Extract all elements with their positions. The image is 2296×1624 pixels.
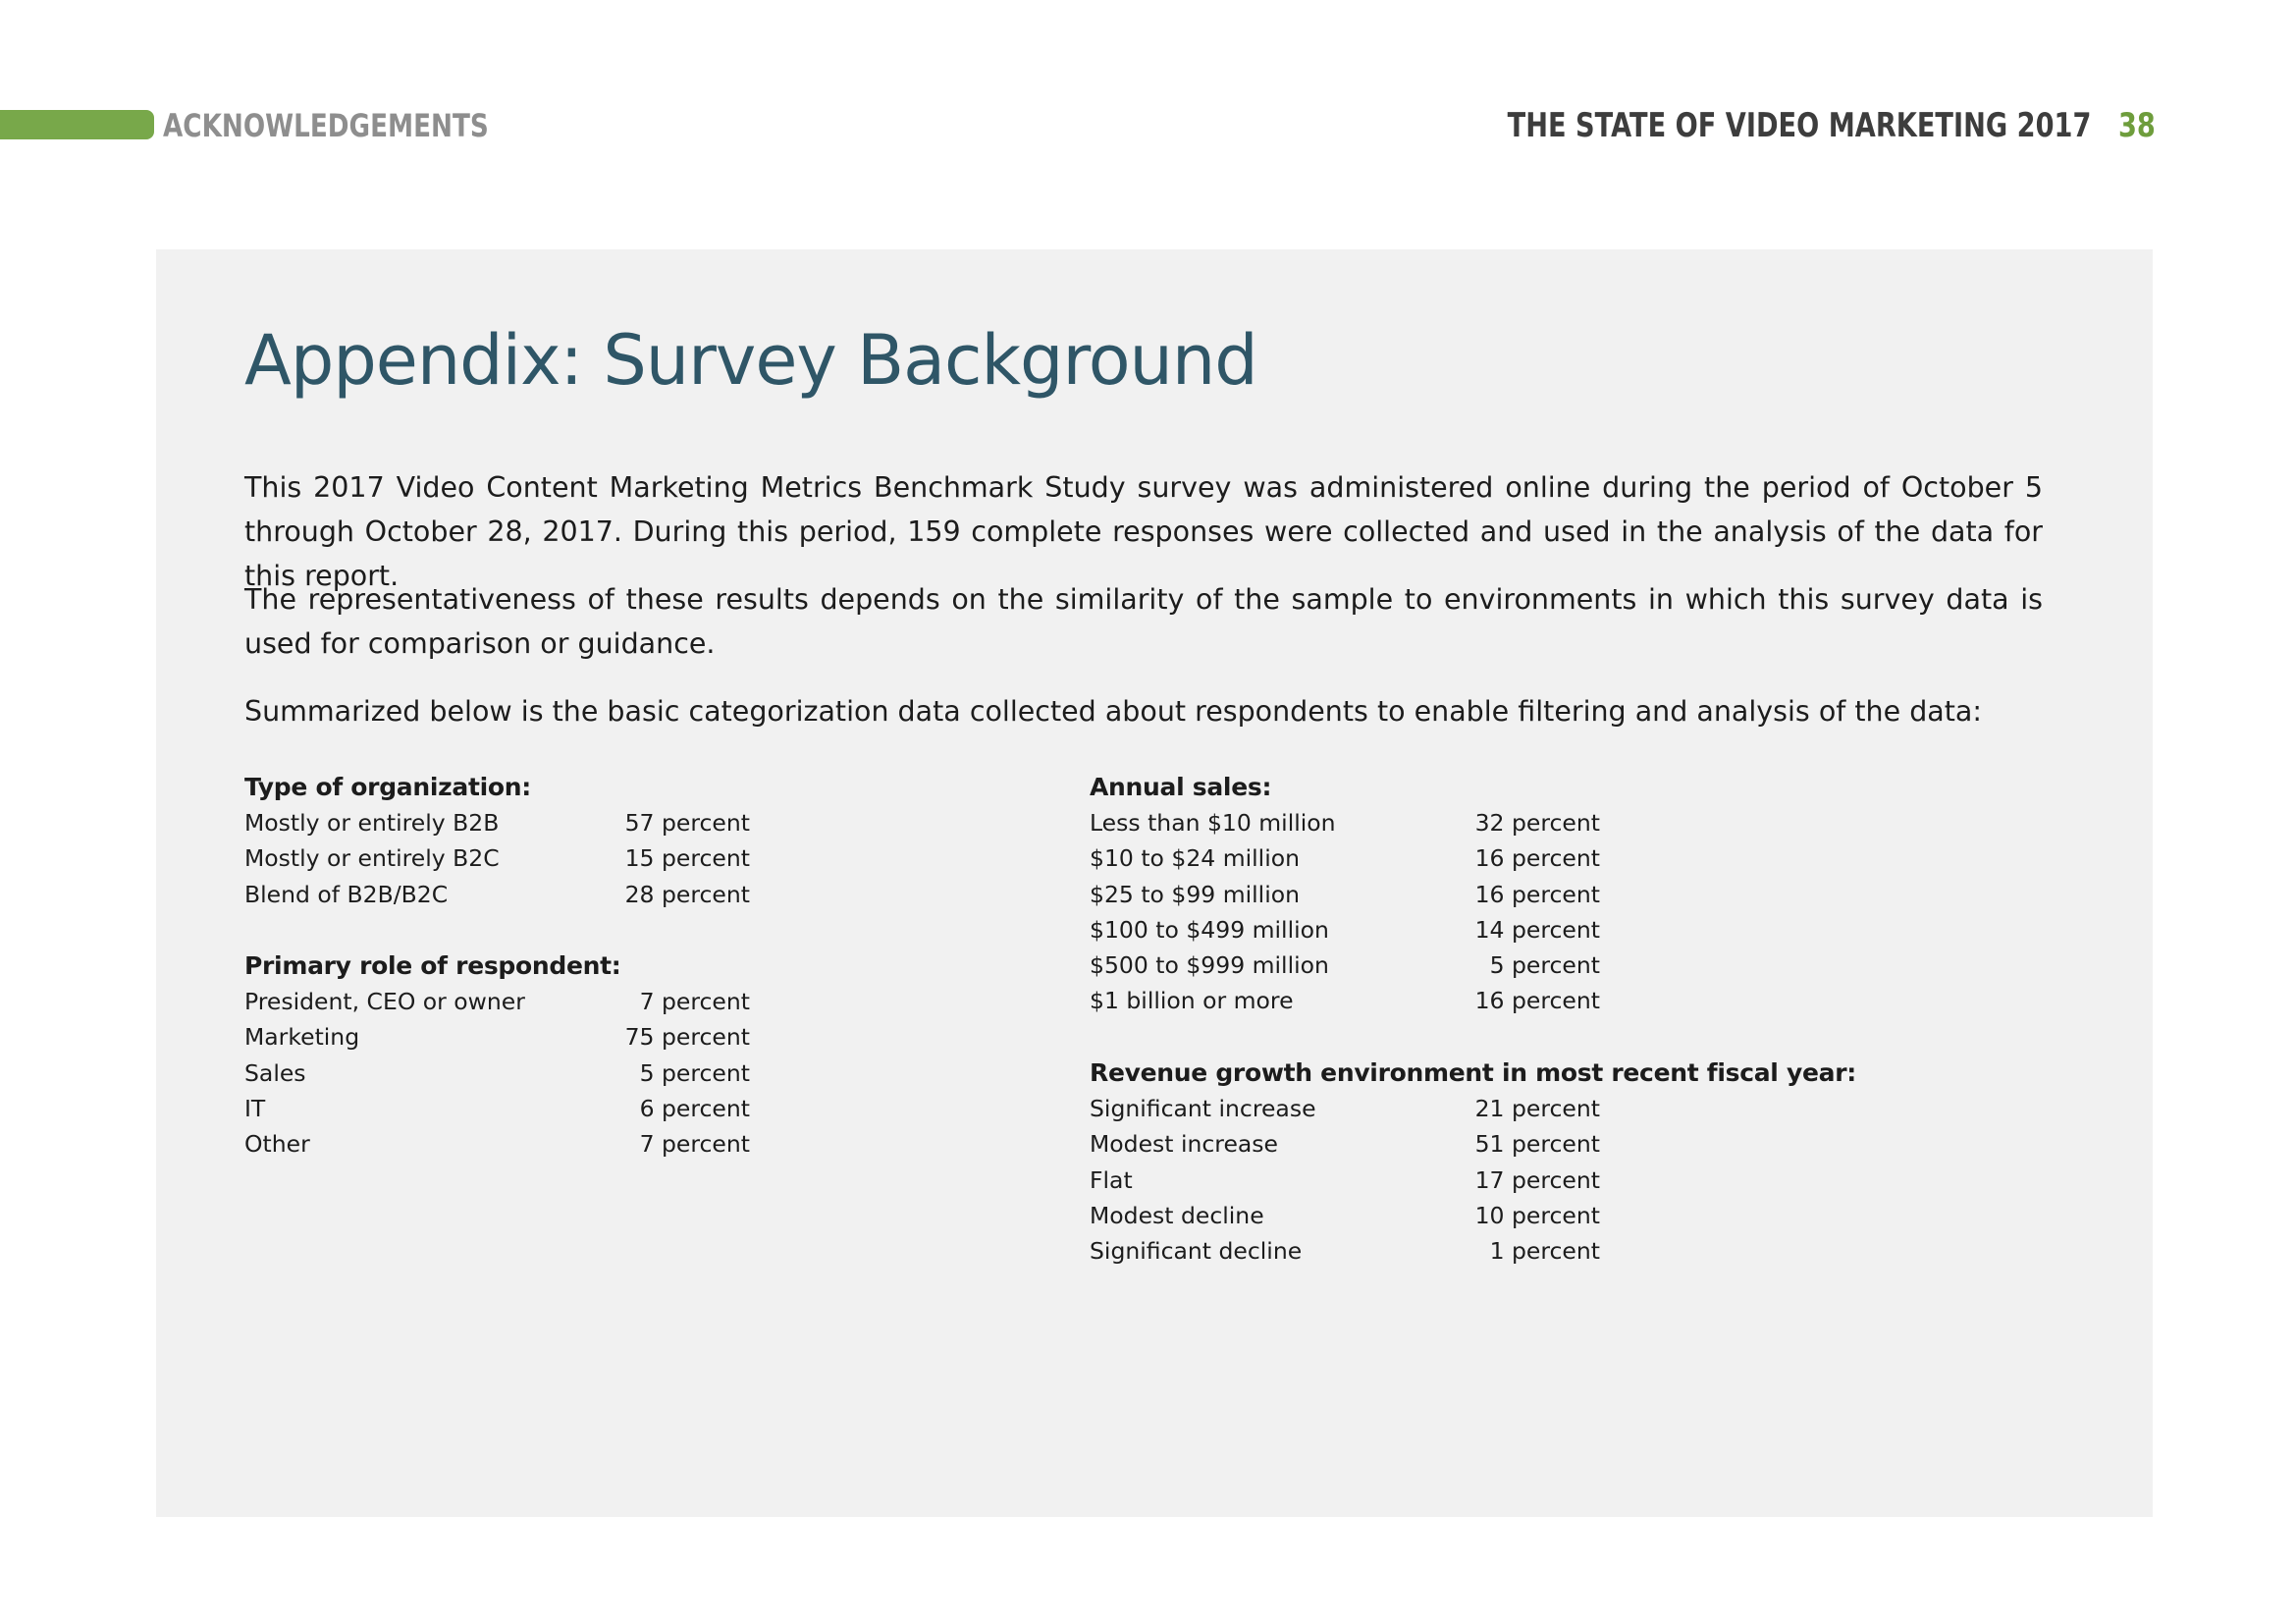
block-title: Annual sales: bbox=[1090, 773, 1272, 801]
row-label: President, CEO or owner bbox=[244, 988, 525, 1015]
respondent-role-block bbox=[244, 948, 794, 1162]
row-label: Significant decline bbox=[1090, 1237, 1303, 1266]
table-row bbox=[244, 805, 794, 840]
block-title: Revenue growth environment in most recent fiscal year: bbox=[1090, 1058, 1856, 1087]
row-value: 51 percent bbox=[1474, 1130, 1600, 1159]
table-row bbox=[1090, 947, 1639, 983]
row-value: 16 percent bbox=[1474, 844, 1600, 873]
revenue-growth-block bbox=[1090, 1056, 1856, 1269]
row-label: Less than $10 million bbox=[1090, 809, 1336, 837]
row-value: 75 percent bbox=[624, 1023, 750, 1052]
row-value: 16 percent bbox=[1474, 987, 1600, 1015]
section-label: ACKNOWLEDGEMENTS bbox=[163, 107, 489, 144]
table-row bbox=[1090, 805, 1639, 840]
table-row bbox=[244, 1126, 794, 1162]
row-value: 10 percent bbox=[1474, 1201, 1600, 1229]
table-row bbox=[244, 1091, 794, 1126]
table-row bbox=[1090, 912, 1639, 947]
row-value: 28 percent bbox=[624, 880, 750, 908]
row-label: Mostly or entirely B2B bbox=[244, 809, 500, 837]
table-row bbox=[1090, 840, 1639, 876]
row-value: 5 percent bbox=[639, 1058, 750, 1087]
table-row bbox=[244, 1056, 794, 1091]
row-label: Sales bbox=[244, 1058, 306, 1087]
page-number: 38 bbox=[2118, 106, 2156, 145]
row-value: 14 percent bbox=[1474, 915, 1600, 944]
row-label: Flat bbox=[1090, 1165, 1133, 1194]
row-label: IT bbox=[244, 1094, 266, 1122]
row-label: $10 to $24 million bbox=[1090, 844, 1300, 873]
page-title: Appendix: Survey Background bbox=[244, 320, 1257, 401]
content-panel bbox=[156, 249, 2153, 1517]
row-label: Blend of B2B/B2C bbox=[244, 880, 449, 908]
report-title: THE STATE OF VIDEO MARKETING 2017 bbox=[1507, 106, 2091, 145]
row-value: 16 percent bbox=[1474, 880, 1600, 908]
row-label: Modest increase bbox=[1090, 1130, 1279, 1159]
row-label: Modest decline bbox=[1090, 1201, 1264, 1229]
row-value: 32 percent bbox=[1474, 809, 1600, 837]
row-label: Other bbox=[244, 1130, 310, 1159]
row-value: 21 percent bbox=[1474, 1095, 1600, 1122]
table-row bbox=[1090, 1198, 1836, 1233]
row-label: Significant increase bbox=[1090, 1095, 1316, 1122]
row-value: 1 percent bbox=[1489, 1237, 1600, 1266]
row-value: 6 percent bbox=[639, 1094, 750, 1122]
table-row bbox=[244, 984, 794, 1019]
table-row bbox=[1090, 877, 1639, 912]
row-value: 17 percent bbox=[1474, 1165, 1600, 1194]
block-title: Primary role of respondent: bbox=[244, 951, 621, 980]
row-label: $1 billion or more bbox=[1090, 987, 1294, 1015]
representativeness-paragraph: The representativeness of these results depends on the similarity of the sample to environments in which this survey data is used for comparison or guidance. bbox=[244, 583, 2043, 660]
row-value: 57 percent bbox=[624, 809, 750, 837]
row-value: 15 percent bbox=[624, 844, 750, 873]
block-title: Type of organization: bbox=[244, 773, 531, 801]
row-value: 5 percent bbox=[1489, 951, 1600, 980]
intro-paragraph: This 2017 Video Content Marketing Metrics Benchmark Study survey was administered online during the period of October 5 through October 28, 2017. During this period, 159 complete responses were collected and used in the analysis of the data for this report. bbox=[244, 471, 2043, 592]
row-label: $100 to $499 million bbox=[1090, 915, 1329, 944]
table-row bbox=[1090, 1126, 1836, 1162]
table-row bbox=[1090, 1163, 1836, 1198]
table-row bbox=[1090, 1091, 1836, 1126]
row-value: 7 percent bbox=[639, 1130, 750, 1159]
row-label: Marketing bbox=[244, 1023, 360, 1052]
organization-type-block bbox=[244, 770, 794, 912]
annual-sales-block bbox=[1090, 770, 1639, 1019]
table-row bbox=[244, 877, 794, 912]
table-row bbox=[1090, 1233, 1836, 1269]
header-accent-bar bbox=[0, 110, 154, 139]
row-value: 7 percent bbox=[639, 988, 750, 1015]
table-row bbox=[244, 1019, 794, 1055]
row-label: $500 to $999 million bbox=[1090, 951, 1329, 980]
row-label: $25 to $99 million bbox=[1090, 880, 1300, 908]
row-label: Mostly or entirely B2C bbox=[244, 844, 500, 873]
table-row bbox=[1090, 983, 1639, 1018]
table-row bbox=[244, 840, 794, 876]
summary-paragraph: Summarized below is the basic categorization data collected about respondents to enable filtering and analysis of the data: bbox=[244, 695, 1982, 728]
